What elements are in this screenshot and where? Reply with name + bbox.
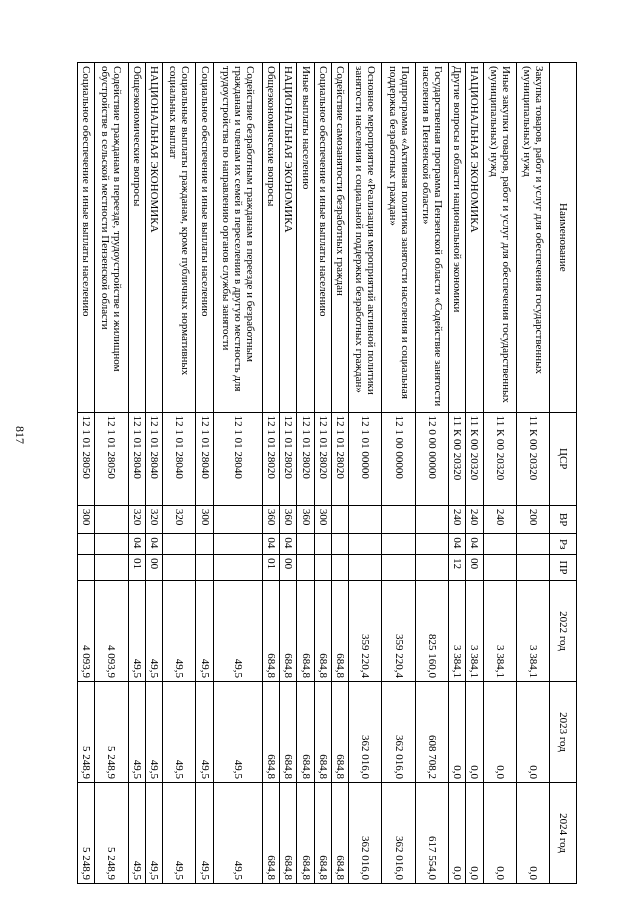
cell-name: Содействие гражданам в переезде, трудоустройстве и жилищном обустройстве в сельской местности Пензенской области bbox=[95, 63, 128, 413]
cell-csr: 12 1 01 28020 bbox=[262, 412, 279, 505]
cell-2022: 49,5 bbox=[196, 580, 213, 681]
cell-2023: 49,5 bbox=[196, 681, 213, 782]
cell-2024: 0,0 bbox=[466, 782, 483, 883]
cell-2022: 49,5 bbox=[163, 580, 196, 681]
table-row bbox=[163, 63, 196, 884]
cell-pr bbox=[196, 555, 213, 581]
cell-rz bbox=[331, 534, 348, 555]
cell-2023: 0,0 bbox=[466, 681, 483, 782]
cell-pr: 12 bbox=[448, 555, 465, 581]
cell-2024: 0,0 bbox=[483, 782, 516, 883]
header-pr: ПР bbox=[550, 555, 577, 581]
cell-2024: 0,0 bbox=[448, 782, 465, 883]
table-row bbox=[297, 63, 314, 884]
cell-vr bbox=[349, 505, 382, 533]
cell-pr bbox=[213, 555, 262, 581]
table-row bbox=[314, 63, 331, 884]
header-2024: 2024 год bbox=[550, 782, 577, 883]
cell-rz: 04 bbox=[145, 534, 162, 555]
cell-2023: 5 248,9 bbox=[95, 681, 128, 782]
cell-pr bbox=[331, 555, 348, 581]
cell-2022: 825 160,0 bbox=[415, 580, 448, 681]
table-row bbox=[280, 63, 297, 884]
cell-vr bbox=[382, 505, 415, 533]
cell-2022: 684,8 bbox=[280, 580, 297, 681]
cell-2024: 617 554,0 bbox=[415, 782, 448, 883]
table-row bbox=[382, 63, 415, 884]
cell-rz bbox=[95, 534, 128, 555]
cell-vr bbox=[213, 505, 262, 533]
cell-vr bbox=[415, 505, 448, 533]
cell-rz bbox=[213, 534, 262, 555]
table-row bbox=[415, 63, 448, 884]
cell-csr: 12 1 01 28020 bbox=[297, 412, 314, 505]
cell-rz bbox=[78, 534, 95, 555]
header-csr: ЦСР bbox=[550, 412, 577, 505]
header-2022: 2022 год bbox=[550, 580, 577, 681]
cell-name: НАЦИОНАЛЬНАЯ ЭКОНОМИКА bbox=[466, 63, 483, 413]
cell-2024: 684,8 bbox=[331, 782, 348, 883]
cell-2023: 0,0 bbox=[516, 681, 549, 782]
cell-2022: 4 093,9 bbox=[78, 580, 95, 681]
table-row bbox=[213, 63, 262, 884]
cell-2023: 49,5 bbox=[145, 681, 162, 782]
cell-vr: 360 bbox=[280, 505, 297, 533]
cell-name: Общеэкономические вопросы bbox=[262, 63, 279, 413]
cell-vr: 300 bbox=[314, 505, 331, 533]
cell-2022: 3 384,1 bbox=[483, 580, 516, 681]
cell-2023: 5 248,9 bbox=[78, 681, 95, 782]
cell-csr: 12 1 01 28040 bbox=[145, 412, 162, 505]
cell-rz: 04 bbox=[280, 534, 297, 555]
cell-name: НАЦИОНАЛЬНАЯ ЭКОНОМИКА bbox=[145, 63, 162, 413]
cell-vr: 320 bbox=[128, 505, 145, 533]
cell-2023: 49,5 bbox=[213, 681, 262, 782]
cell-2023: 362 016,0 bbox=[349, 681, 382, 782]
cell-rz: 04 bbox=[466, 534, 483, 555]
cell-csr: 12 1 01 28020 bbox=[314, 412, 331, 505]
header-vr: ВР bbox=[550, 505, 577, 533]
table-row bbox=[145, 63, 162, 884]
cell-name: Основное мероприятие «Реализация мероприятий активной политики занятости населения и социальной поддержки безработных граждан» bbox=[349, 63, 382, 413]
header-rz: Рз bbox=[550, 534, 577, 555]
cell-name: Содействие самозанятости безработных граждан bbox=[331, 63, 348, 413]
cell-csr: 12 1 01 28020 bbox=[331, 412, 348, 505]
table-row bbox=[128, 63, 145, 884]
cell-rz bbox=[349, 534, 382, 555]
cell-rz bbox=[382, 534, 415, 555]
cell-rz bbox=[516, 534, 549, 555]
cell-csr: 11 К 00 20320 bbox=[483, 412, 516, 505]
cell-vr bbox=[95, 505, 128, 533]
cell-2022: 3 384,1 bbox=[448, 580, 465, 681]
cell-name: Иные закупки товаров, работ и услуг для обеспечения государственных (муниципальных) нужд bbox=[483, 63, 516, 413]
cell-2022: 684,8 bbox=[331, 580, 348, 681]
cell-csr: 12 1 01 00000 bbox=[349, 412, 382, 505]
cell-2023: 0,0 bbox=[448, 681, 465, 782]
cell-2023: 684,8 bbox=[262, 681, 279, 782]
cell-pr: 00 bbox=[466, 555, 483, 581]
cell-2022: 49,5 bbox=[128, 580, 145, 681]
cell-2023: 608 708,2 bbox=[415, 681, 448, 782]
cell-2024: 362 016,0 bbox=[349, 782, 382, 883]
table-row bbox=[331, 63, 348, 884]
cell-2023: 684,8 bbox=[331, 681, 348, 782]
cell-2022: 684,8 bbox=[262, 580, 279, 681]
cell-name: Социальное обеспечение и иные выплаты населению bbox=[78, 63, 95, 413]
cell-2022: 359 220,4 bbox=[382, 580, 415, 681]
cell-pr: 00 bbox=[280, 555, 297, 581]
cell-pr: 01 bbox=[262, 555, 279, 581]
table-row bbox=[196, 63, 213, 884]
cell-2022: 3 384,1 bbox=[466, 580, 483, 681]
budget-table bbox=[77, 62, 577, 884]
cell-csr: 12 1 01 28050 bbox=[78, 412, 95, 505]
cell-vr bbox=[331, 505, 348, 533]
cell-rz bbox=[297, 534, 314, 555]
cell-2024: 49,5 bbox=[163, 782, 196, 883]
cell-vr: 240 bbox=[448, 505, 465, 533]
cell-vr: 320 bbox=[145, 505, 162, 533]
cell-2024: 49,5 bbox=[128, 782, 145, 883]
cell-rz: 04 bbox=[262, 534, 279, 555]
cell-2024: 0,0 bbox=[516, 782, 549, 883]
cell-2024: 684,8 bbox=[314, 782, 331, 883]
header-name: Наименование bbox=[550, 63, 577, 413]
cell-name: Государственная программа Пензенской области «Содействие занятости населения в Пензенской области» bbox=[415, 63, 448, 413]
cell-pr bbox=[95, 555, 128, 581]
cell-pr bbox=[297, 555, 314, 581]
cell-2023: 684,8 bbox=[314, 681, 331, 782]
table-row bbox=[516, 63, 549, 884]
cell-2024: 49,5 bbox=[145, 782, 162, 883]
cell-vr: 200 bbox=[516, 505, 549, 533]
table-row bbox=[78, 63, 95, 884]
cell-rz bbox=[163, 534, 196, 555]
cell-rz bbox=[314, 534, 331, 555]
cell-2024: 5 248,9 bbox=[95, 782, 128, 883]
cell-name: Социальное обеспечение и иные выплаты населению bbox=[196, 63, 213, 413]
cell-vr: 360 bbox=[262, 505, 279, 533]
cell-name: Социальные выплаты гражданам, кроме публичных нормативных социальных выплат bbox=[163, 63, 196, 413]
cell-2024: 684,8 bbox=[262, 782, 279, 883]
cell-2023: 49,5 bbox=[163, 681, 196, 782]
cell-2023: 362 016,0 bbox=[382, 681, 415, 782]
cell-csr: 12 1 01 28020 bbox=[280, 412, 297, 505]
cell-vr: 240 bbox=[483, 505, 516, 533]
table-row bbox=[262, 63, 279, 884]
cell-2024: 684,8 bbox=[280, 782, 297, 883]
cell-rz bbox=[196, 534, 213, 555]
table-row bbox=[466, 63, 483, 884]
cell-name: Закупка товаров, работ и услуг для обеспечения государственных (муниципальных) нужд bbox=[516, 63, 549, 413]
cell-2024: 684,8 bbox=[297, 782, 314, 883]
cell-name: Содействие безработным гражданам в переезде и безработным гражданам и членам их семей в переселении в другую местность для трудоустройства по направлению органов службы занятости bbox=[213, 63, 262, 413]
cell-rz bbox=[483, 534, 516, 555]
cell-csr: 11 К 00 20320 bbox=[516, 412, 549, 505]
cell-2023: 49,5 bbox=[128, 681, 145, 782]
cell-vr: 360 bbox=[297, 505, 314, 533]
table-row bbox=[448, 63, 465, 884]
cell-2023: 684,8 bbox=[280, 681, 297, 782]
cell-csr: 12 1 01 28040 bbox=[128, 412, 145, 505]
budget-table-container bbox=[77, 62, 577, 884]
cell-name: Другие вопросы в области национальной экономики bbox=[448, 63, 465, 413]
cell-csr: 11 К 00 20320 bbox=[448, 412, 465, 505]
cell-csr: 12 1 01 28050 bbox=[95, 412, 128, 505]
cell-csr: 12 1 01 28040 bbox=[213, 412, 262, 505]
cell-2024: 49,5 bbox=[196, 782, 213, 883]
cell-pr bbox=[78, 555, 95, 581]
cell-name: Общеэкономические вопросы bbox=[128, 63, 145, 413]
header-2023: 2023 год bbox=[550, 681, 577, 782]
table-header-row bbox=[550, 63, 577, 884]
table-row bbox=[483, 63, 516, 884]
cell-rz bbox=[415, 534, 448, 555]
cell-2024: 362 016,0 bbox=[382, 782, 415, 883]
cell-2022: 3 384,1 bbox=[516, 580, 549, 681]
page-number: 817 bbox=[13, 426, 27, 444]
cell-2024: 49,5 bbox=[213, 782, 262, 883]
cell-pr bbox=[415, 555, 448, 581]
cell-pr bbox=[314, 555, 331, 581]
cell-2022: 684,8 bbox=[314, 580, 331, 681]
table-row bbox=[349, 63, 382, 884]
cell-2022: 4 093,9 bbox=[95, 580, 128, 681]
cell-name: Иные выплаты населению bbox=[297, 63, 314, 413]
cell-csr: 12 1 01 28040 bbox=[196, 412, 213, 505]
cell-vr: 300 bbox=[78, 505, 95, 533]
cell-2023: 0,0 bbox=[483, 681, 516, 782]
cell-vr: 300 bbox=[196, 505, 213, 533]
cell-rz: 04 bbox=[448, 534, 465, 555]
cell-rz: 04 bbox=[128, 534, 145, 555]
cell-pr bbox=[163, 555, 196, 581]
cell-2024: 5 248,9 bbox=[78, 782, 95, 883]
cell-name: НАЦИОНАЛЬНАЯ ЭКОНОМИКА bbox=[280, 63, 297, 413]
cell-csr: 11 К 00 20320 bbox=[466, 412, 483, 505]
cell-pr: 00 bbox=[145, 555, 162, 581]
cell-2022: 359 220,4 bbox=[349, 580, 382, 681]
cell-name: Подпрограмма «Активная политика занятости населения и социальная поддержка безработных граждан» bbox=[382, 63, 415, 413]
cell-pr bbox=[516, 555, 549, 581]
cell-2022: 684,8 bbox=[297, 580, 314, 681]
cell-csr: 12 0 00 00000 bbox=[415, 412, 448, 505]
cell-pr: 01 bbox=[128, 555, 145, 581]
cell-name: Социальное обеспечение и иные выплаты населению bbox=[314, 63, 331, 413]
cell-csr: 12 1 01 28040 bbox=[163, 412, 196, 505]
cell-2022: 49,5 bbox=[213, 580, 262, 681]
cell-vr: 320 bbox=[163, 505, 196, 533]
cell-2022: 49,5 bbox=[145, 580, 162, 681]
cell-vr: 240 bbox=[466, 505, 483, 533]
table-row bbox=[95, 63, 128, 884]
cell-pr bbox=[349, 555, 382, 581]
cell-pr bbox=[382, 555, 415, 581]
cell-2023: 684,8 bbox=[297, 681, 314, 782]
cell-pr bbox=[483, 555, 516, 581]
cell-csr: 12 1 00 00000 bbox=[382, 412, 415, 505]
